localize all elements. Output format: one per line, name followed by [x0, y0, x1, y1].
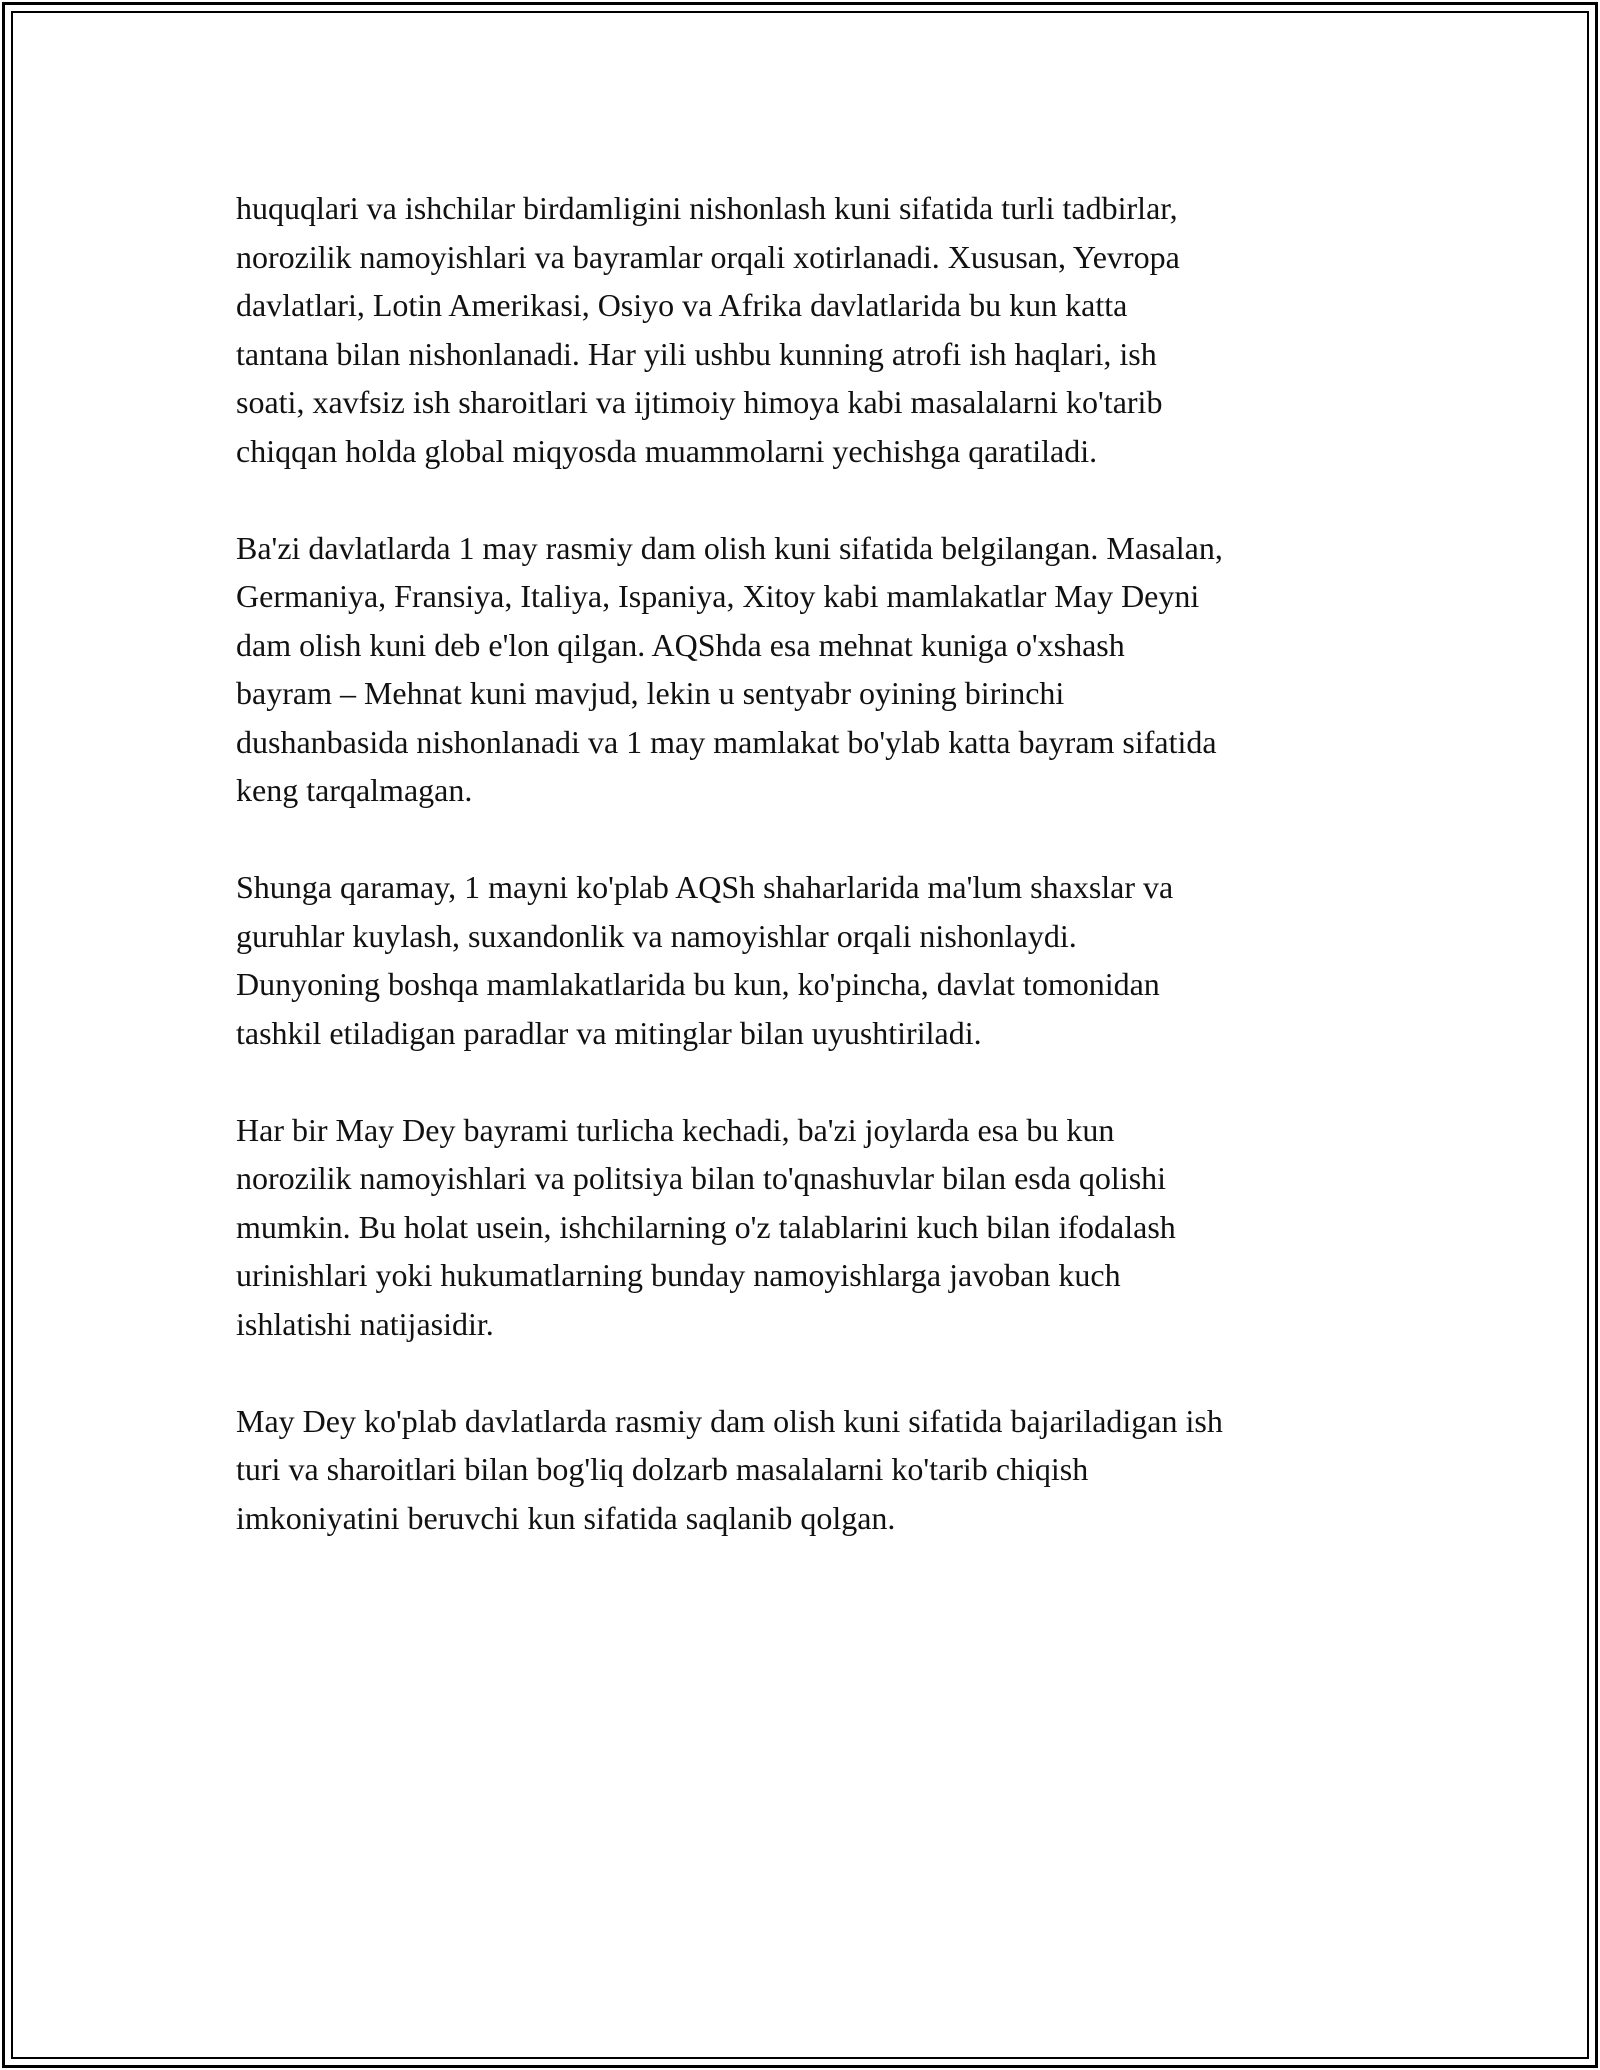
paragraph-2: Ba'zi davlatlarda 1 may rasmiy dam olish kuni sifatida belgilangan. Masalan, Germaniya, Fransiya, Italiya, Ispaniya, Xitoy kabi mamlakatlar May Deyni dam olish kuni deb e'lon qilgan. AQShda esa mehnat kuniga o'xshash bayram – Mehnat kuni mavjud, lekin u sentyabr oyining birinchi dushanbasida nishonlanadi va 1 may mamlakat bo'ylab katta bayram sifatida keng tarqalmagan. — [236, 529, 1223, 808]
paragraph-4: Har bir May Dey bayrami turlicha kechadi, ba'zi joylarda esa bu kun norozilik namoyishlari va politsiya bilan to'qnashuvlar bilan esda qolishi mumkin. Bu holat usein, ishchilarning o'z talablarini kuch bilan ifodalash urinishlari yoki hukumatlarning bunday namoyishlarga javoban kuch ishlatishi natijasidir. — [236, 1111, 1176, 1342]
paragraph-3: Shunga qaramay, 1 mayni ko'plab AQSh shaharlarida ma'lum shaxslar va guruhlar kuylash, suxandonlik va namoyishlar orqali nishonlaydi. Dunyoning boshqa mamlakatlarida bu kun, ko'pincha, davlat tomonidan tashkil etiladigan paradlar va mitinglar bilan uyushtiriladi. — [236, 869, 1174, 1051]
document-body — [236, 184, 1386, 1591]
paragraph-5: May Dey ko'plab davlatlarda rasmiy dam olish kuni sifatida bajariladigan ish turi va sharoitlari bilan bog'liq dolzarb masalalarni ko'tarib chiqish imkoniyatini beruvchi kun sifatida saqlanib qolgan. — [236, 1402, 1223, 1536]
paragraph-1: huquqlari va ishchilar birdamligini nishonlash kuni sifatida turli tadbirlar, norozilik namoyishlari va bayramlar orqali xotirlanadi. Xususan, Yevropa davlatlari, Lotin Amerikasi, Osiyo va Afrika davlatlarida bu kun katta tantana bilan nishonlanadi. Har yili ushbu kunning atrofi ish haqlari, ish soati, xavfsiz ish sharoitlari va ijtimoiy himoya kabi masalalarni ko'tarib chiqqan holda global miqyosda muammolarni yechishga qaratiladi. — [236, 190, 1180, 469]
